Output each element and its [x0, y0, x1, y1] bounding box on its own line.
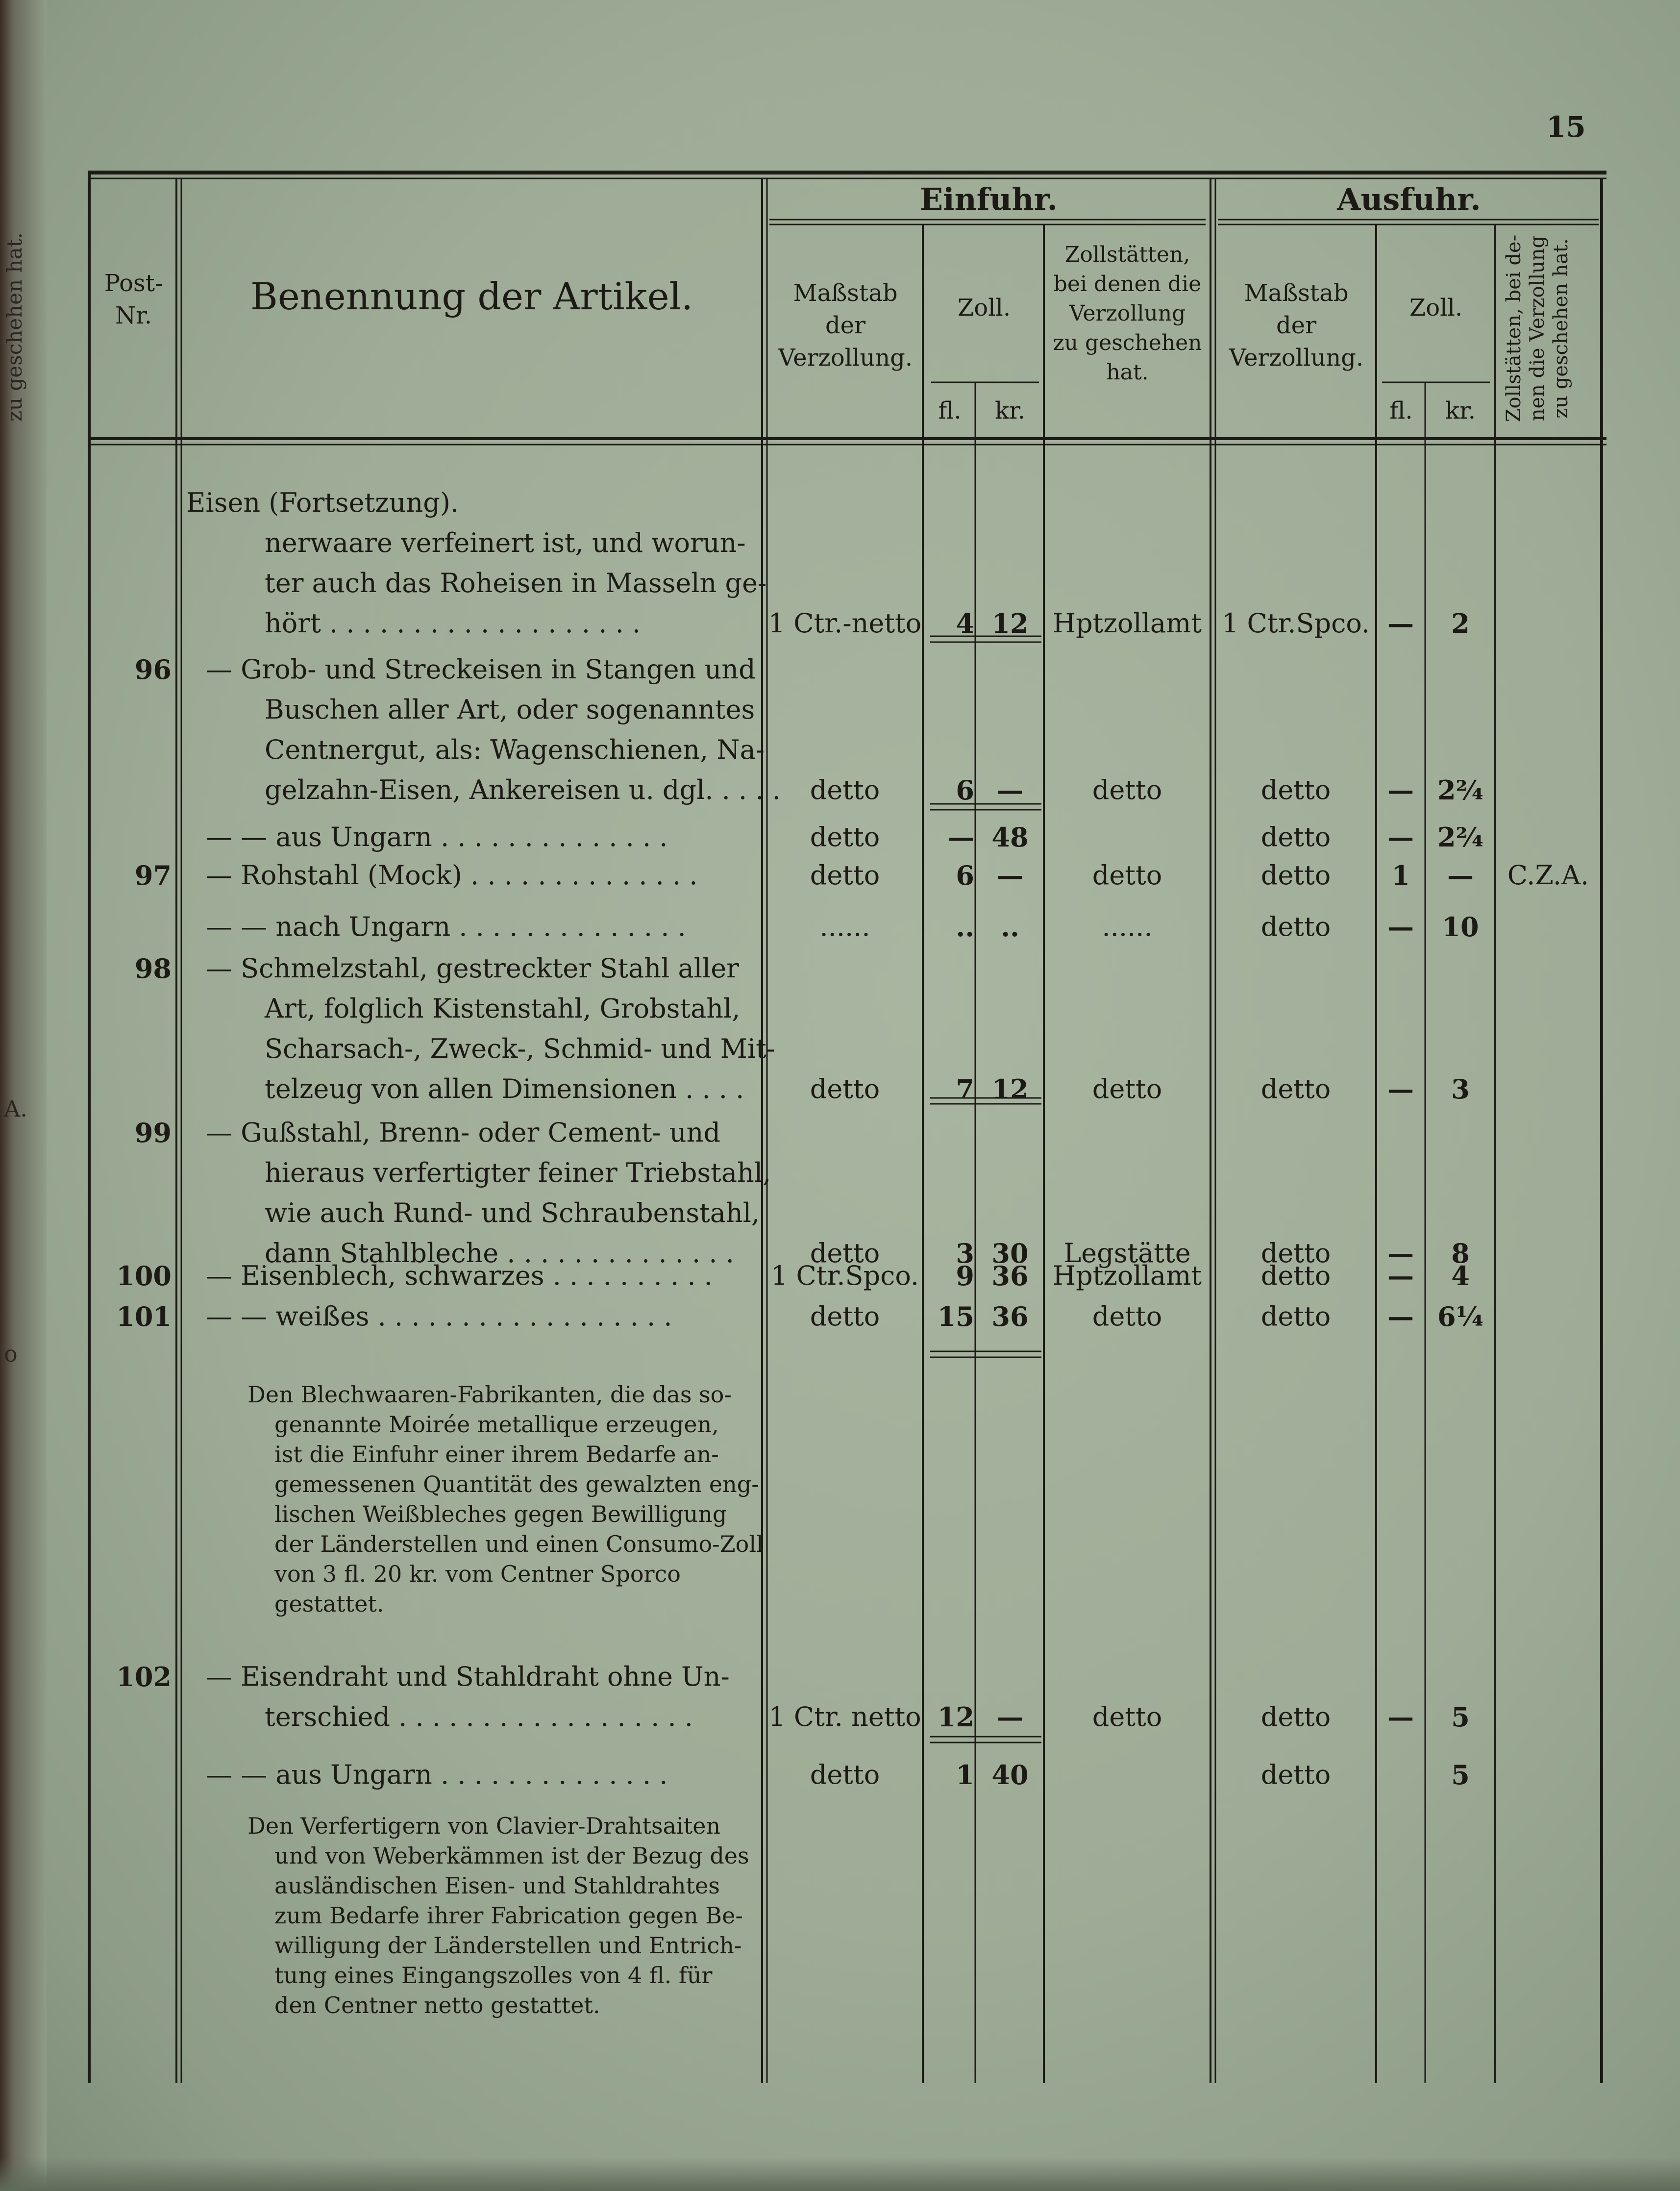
article-text-line: nerwaare verfeinert ist, und worun-: [265, 527, 746, 558]
article-text-line: telzeug von allen Dimensionen . . . .: [265, 1073, 744, 1104]
article-text-line: Art, folglich Kistenstahl, Grobstahl,: [265, 993, 741, 1024]
header-line: hat.: [1106, 360, 1149, 385]
cell-ein-kr: 30: [991, 1238, 1029, 1269]
cell-ein-fl: 1: [956, 1759, 974, 1791]
cell-aus-fl: —: [1387, 608, 1414, 639]
aus-zollstaetten-header: [1502, 223, 1576, 434]
article-text-line: — Eisendraht und Stahldraht ohne Un-: [206, 1661, 730, 1692]
cell-ein-fl: 6: [956, 860, 974, 891]
cell-ein-kr: ..: [1001, 911, 1019, 943]
note-line: ist die Einfuhr einer ihrem Bedarfe an-: [274, 1441, 719, 1468]
header-line: Zollstätten, bei de-: [1503, 234, 1525, 423]
post-number: 102: [116, 1661, 172, 1693]
cell-aus-kr: 2²⁄₄: [1437, 822, 1483, 853]
note-line: willigung der Länderstellen und Entrich-: [274, 1932, 742, 1959]
cell-aus-kr: 10: [1442, 911, 1479, 943]
cell-ein-mass: 1 Ctr. netto: [768, 1701, 921, 1732]
cell-ein-kr: 12: [991, 608, 1029, 639]
header-line: Verzollung.: [778, 344, 913, 372]
aus-massstab-header: [1218, 277, 1375, 374]
cell-ein-fl: —: [948, 822, 974, 853]
article-text-line: Buschen aller Art, oder sogenanntes: [265, 694, 755, 725]
header-line: Maßstab: [793, 279, 898, 307]
cell-ein-mass: detto: [810, 822, 880, 852]
cell-aus-mass: detto: [1260, 822, 1331, 852]
cell-ein-fl: 7: [956, 1073, 974, 1105]
note-line: lischen Weißbleches gegen Bewilligung: [274, 1501, 727, 1527]
cell-ein-fl: 15: [937, 1301, 974, 1332]
cell-aus-kr: 4: [1451, 1260, 1470, 1292]
cell-ein-kr: —: [997, 860, 1023, 891]
ein-zollstaetten-header: [1045, 240, 1210, 387]
post-number: 100: [116, 1260, 172, 1292]
cell-aus-kr: 2: [1451, 608, 1470, 639]
post-number: 98: [134, 953, 172, 984]
ein-zoll-header: Zoll.: [957, 294, 1011, 322]
cell-aus-zs: C.Z.A.: [1507, 860, 1589, 891]
article-text-line: Centnergut, als: Wagenschienen, Na-: [265, 734, 765, 765]
cell-aus-mass: detto: [1260, 774, 1331, 805]
einfuhr-header: Einfuhr.: [919, 181, 1058, 217]
cell-aus-mass: detto: [1260, 1260, 1331, 1291]
cell-ein-mass: detto: [810, 1301, 880, 1332]
cell-ein-kr: 36: [991, 1260, 1029, 1292]
previous-page-fragment-a: A.: [4, 1096, 27, 1122]
ein-kr-header: kr.: [994, 397, 1025, 424]
cell-aus-fl: —: [1387, 1701, 1414, 1733]
cell-ein-kr: —: [997, 774, 1023, 806]
article-text-line: hieraus verfertigter feiner Triebstahl,: [265, 1157, 771, 1188]
cell-aus-mass: 1 Ctr.Spco.: [1221, 608, 1370, 639]
cell-ein-zs: Hptzollamt: [1053, 1260, 1202, 1291]
cell-aus-fl: —: [1387, 1073, 1414, 1105]
article-text-line: wie auch Rund- und Schraubenstahl,: [265, 1197, 760, 1228]
cell-ein-fl: 12: [937, 1701, 974, 1733]
header-line: Verzollung.: [1229, 344, 1364, 372]
ausfuhr-header: Ausfuhr.: [1337, 181, 1481, 217]
ein-fl-header: fl.: [938, 397, 962, 424]
cell-ein-mass: detto: [810, 1073, 880, 1104]
page-number: 15: [1546, 110, 1586, 144]
cell-aus-mass: detto: [1260, 1701, 1331, 1732]
article-text-line: gelzahn-Eisen, Ankereisen u. dgl. . . . .: [265, 774, 781, 805]
article-text-line: Scharsach-, Zweck-, Schmid- und Mit-: [265, 1033, 776, 1064]
note-line: der Länderstellen und einen Consumo-Zoll: [274, 1531, 764, 1557]
article-text-line: Eisen (Fortsetzung).: [186, 487, 459, 518]
cell-ein-zs: detto: [1092, 774, 1162, 805]
cell-ein-kr: 36: [991, 1301, 1029, 1332]
cell-aus-fl: —: [1387, 1238, 1414, 1269]
note-line: Den Blechwaaren-Fabrikanten, die das so-: [247, 1381, 732, 1408]
header-line: der: [825, 312, 866, 339]
note-line: ausländischen Eisen- und Stahldrahtes: [274, 1872, 720, 1899]
cell-aus-mass: detto: [1260, 911, 1331, 942]
header-line: der: [1276, 312, 1317, 339]
post-number: 99: [134, 1117, 172, 1148]
note-line: Den Verfertigern von Clavier-Drahtsaiten: [247, 1813, 721, 1839]
cell-ein-mass: detto: [810, 1238, 880, 1269]
article-text-line: — — weißes . . . . . . . . . . . . . . . . . .: [206, 1301, 672, 1332]
cell-ein-kr: 48: [991, 822, 1029, 853]
note-line: und von Weberkämmen ist der Bezug des: [274, 1842, 749, 1869]
post-number: 96: [134, 654, 172, 685]
cell-ein-mass: detto: [810, 860, 880, 891]
cell-aus-mass: detto: [1260, 1073, 1331, 1104]
cell-ein-mass: 1 Ctr.Spco.: [770, 1260, 919, 1291]
cell-aus-mass: detto: [1260, 1238, 1331, 1269]
aus-fl-header: fl.: [1389, 397, 1413, 424]
cell-aus-mass: detto: [1260, 1759, 1331, 1790]
cell-aus-mass: detto: [1260, 1301, 1331, 1332]
note-line: gestattet.: [274, 1591, 384, 1617]
article-text-line: — — aus Ungarn . . . . . . . . . . . . . .: [206, 1759, 668, 1790]
cell-ein-kr: —: [997, 1701, 1023, 1733]
post-nr-line: Post-: [104, 270, 163, 297]
article-text-line: dann Stahlbleche . . . . . . . . . . . . . .: [265, 1238, 734, 1269]
header-line: Verzollung: [1069, 301, 1186, 326]
post-number: 101: [116, 1301, 172, 1332]
note-line: tung eines Eingangszolles von 4 fl. für: [274, 1962, 713, 1989]
header-line: zu geschehen: [1053, 330, 1202, 355]
article-text-line: — Grob- und Streckeisen in Stangen und: [206, 654, 756, 685]
cell-ein-zs: detto: [1092, 1701, 1162, 1732]
cell-ein-zs: detto: [1092, 1301, 1162, 1332]
header-line: Maßstab: [1244, 279, 1349, 307]
cell-ein-mass: detto: [810, 774, 880, 805]
header-line: Zollstätten,: [1064, 242, 1190, 267]
cell-aus-kr: —: [1447, 860, 1474, 891]
article-text-line: — — nach Ungarn . . . . . . . . . . . . . .: [206, 911, 686, 942]
article-text-line: — Gußstahl, Brenn- oder Cement- und: [206, 1117, 721, 1148]
cell-ein-zs: Legstätte: [1063, 1238, 1191, 1269]
cell-ein-kr: 40: [991, 1759, 1029, 1791]
cell-ein-mass: ......: [819, 911, 870, 942]
article-text-line: ter auch das Roheisen in Masseln ge-: [265, 568, 767, 598]
cell-ein-zs: detto: [1092, 1073, 1162, 1104]
cell-ein-mass: 1 Ctr.-netto: [768, 608, 922, 639]
header-line: zu geschehen hat.: [1550, 238, 1572, 419]
cell-aus-kr: 6¼: [1437, 1301, 1483, 1332]
cell-ein-fl: ..: [956, 911, 974, 943]
note-line: zum Bedarfe ihrer Fabrication gegen Be-: [274, 1902, 743, 1929]
cell-aus-fl: 1: [1391, 860, 1410, 891]
article-text-line: — Rohstahl (Mock) . . . . . . . . . . . . . .: [206, 860, 698, 891]
note-blechwaaren: [247, 1380, 764, 1619]
article-text-line: — — aus Ungarn . . . . . . . . . . . . . .: [206, 822, 668, 852]
note-line: von 3 fl. 20 kr. vom Centner Sporco: [274, 1561, 681, 1587]
previous-page-fragment-o: o: [4, 1341, 18, 1367]
post-number: 97: [134, 860, 172, 891]
cell-ein-fl: 3: [956, 1238, 974, 1269]
cell-aus-kr: 3: [1451, 1073, 1470, 1105]
article-header: Benennung der Artikel.: [250, 274, 693, 318]
cell-aus-kr: 5: [1451, 1701, 1470, 1733]
article-text-line: terschied . . . . . . . . . . . . . . . . . .: [265, 1701, 693, 1732]
header-line: bei denen die: [1053, 272, 1202, 297]
cell-ein-zs: detto: [1092, 860, 1162, 891]
cell-ein-zs: ......: [1102, 911, 1153, 942]
cell-ein-fl: 6: [956, 774, 974, 806]
note-line: genannte Moirée metallique erzeugen,: [274, 1411, 719, 1438]
article-text-line: — Eisenblech, schwarzes . . . . . . . . . .: [206, 1260, 713, 1291]
cell-ein-kr: 12: [991, 1073, 1029, 1105]
note-line: den Centner netto gestattet.: [274, 1992, 600, 2018]
aus-zoll-header: Zoll.: [1409, 294, 1463, 322]
note-clavier-drahtsaiten: [247, 1811, 749, 2020]
cell-aus-fl: —: [1387, 774, 1414, 806]
cell-ein-zs: Hptzollamt: [1053, 608, 1202, 639]
cell-aus-kr: 8: [1451, 1238, 1470, 1269]
aus-kr-header: kr.: [1445, 397, 1476, 424]
post-nr-line: Nr.: [115, 302, 152, 329]
post-nr-header: [91, 267, 176, 332]
cell-aus-fl: —: [1387, 822, 1414, 853]
cell-aus-kr: 5: [1451, 1759, 1470, 1791]
previous-page-spine-text: zu geschehen hat.: [2, 232, 26, 422]
cell-aus-fl: —: [1387, 1301, 1414, 1332]
cell-ein-fl: 9: [956, 1260, 974, 1292]
cell-ein-mass: detto: [810, 1759, 880, 1790]
cell-aus-mass: detto: [1260, 860, 1331, 891]
article-text-line: hört . . . . . . . . . . . . . . . . . . .: [265, 608, 641, 639]
cell-aus-fl: —: [1387, 1260, 1414, 1292]
note-line: gemessenen Quantität des gewalzten eng-: [274, 1471, 759, 1497]
cell-aus-fl: —: [1387, 911, 1414, 943]
header-line: nen die Verzollung: [1526, 235, 1549, 422]
article-text-line: — Schmelzstahl, gestreckter Stahl aller: [206, 953, 739, 984]
ein-massstab-header: [769, 277, 921, 374]
cell-aus-kr: 2²⁄₄: [1437, 774, 1483, 806]
cell-ein-fl: 4: [956, 608, 974, 639]
